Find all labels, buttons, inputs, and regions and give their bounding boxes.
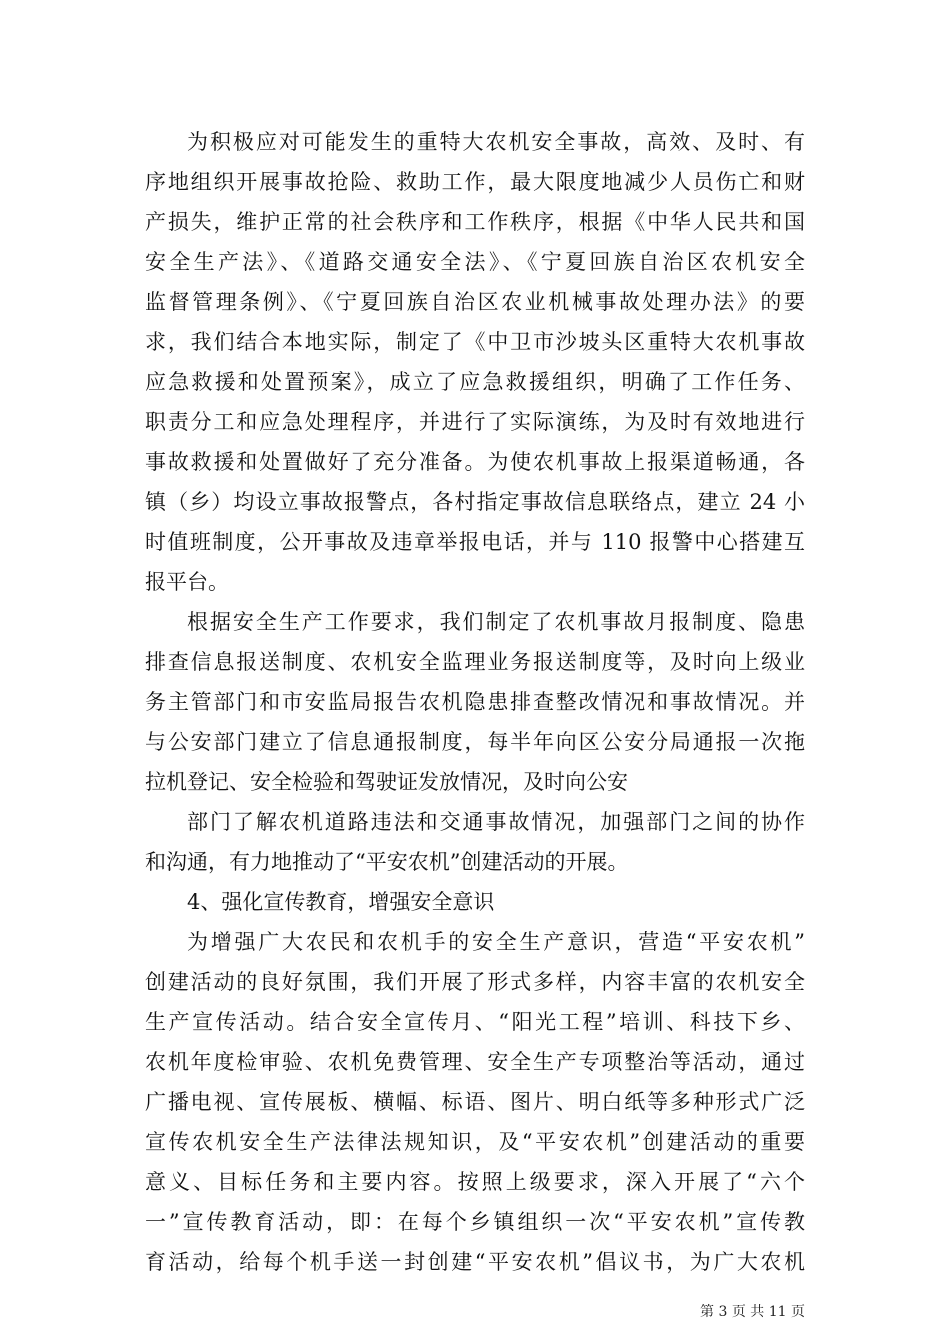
paragraph-line: 务主管部门和市安监局报告农机隐患排查整改情况和事故情况。并 xyxy=(145,690,805,714)
paragraph-line: 意义、目标任务和主要内容。按照上级要求，深入开展了“六个 xyxy=(145,1170,805,1194)
paragraph-line: 与公安部门建立了信息通报制度，每半年向区公安分局通报一次拖 xyxy=(145,730,805,754)
paragraph-line: 部门了解农机道路违法和交通事故情况，加强部门之间的协作 xyxy=(187,810,805,834)
paragraph-line: 镇（乡）均设立事故报警点，各村指定事故信息联络点，建立 24 小 xyxy=(145,490,805,514)
paragraph-line: 职责分工和应急处理程序，并进行了实际演练，为及时有效地进行 xyxy=(145,410,805,434)
paragraph-line: 和沟通，有力地推动了“平安农机”创建活动的开展。 xyxy=(145,850,629,874)
paragraph-line: 产损失，维护正常的社会秩序和工作秩序，根据《中华人民共和国 xyxy=(145,210,805,234)
paragraph-line: 报平台。 xyxy=(145,570,229,594)
paragraph-line: 序地组织开展事故抢险、救助工作，最大限度地减少人员伤亡和财 xyxy=(145,170,805,194)
paragraph-line: 为增强广大农民和农机手的安全生产意识，营造“平安农机” xyxy=(187,930,805,954)
paragraph-line: 创建活动的良好氛围，我们开展了形式多样，内容丰富的农机安全 xyxy=(145,970,805,994)
paragraph-line: 为积极应对可能发生的重特大农机安全事故，高效、及时、有 xyxy=(187,130,805,154)
paragraph-line: 生产宣传活动。结合安全宣传月、“阳光工程”培训、科技下乡、 xyxy=(145,1010,805,1034)
paragraph-line: 事故救援和处置做好了充分准备。为使农机事故上报渠道畅通，各 xyxy=(145,450,805,474)
paragraph-line: 时值班制度，公开事故及违章举报电话，并与 110 报警中心搭建互 xyxy=(145,530,805,554)
paragraph-line: 应急救援和处置预案》，成立了应急救援组织，明确了工作任务、 xyxy=(145,370,805,394)
page-number: 第 3 页 共 11 页 xyxy=(700,1304,805,1320)
paragraph-line: 排查信息报送制度、农机安全监理业务报送制度等，及时向上级业 xyxy=(145,650,805,674)
paragraph-line: 农机年度检审验、农机免费管理、安全生产专项整治等活动，通过 xyxy=(145,1050,805,1074)
paragraph-line: 宣传农机安全生产法律法规知识，及“平安农机”创建活动的重要 xyxy=(145,1130,805,1154)
paragraph-line: 育活动，给每个机手送一封创建“平安农机”倡议书，为广大农机 xyxy=(145,1250,805,1274)
paragraph-line: 广播电视、宣传展板、横幅、标语、图片、明白纸等多种形式广泛 xyxy=(145,1090,805,1114)
section-heading: 4、强化宣传教育，增强安全意识 xyxy=(187,890,495,914)
paragraph-line: 拉机登记、安全检验和驾驶证发放情况，及时向公安 xyxy=(145,770,628,794)
paragraph-line: 安全生产法》、《道路交通安全法》、《宁夏回族自治区农机安全 xyxy=(145,250,805,274)
paragraph-line: 求，我们结合本地实际，制定了《中卫市沙坡头区重特大农机事故 xyxy=(145,330,805,354)
paragraph-line: 一”宣传教育活动，即：在每个乡镇组织一次“平安农机”宣传教 xyxy=(145,1210,805,1234)
paragraph-line: 监督管理条例》、《宁夏回族自治区农业机械事故处理办法》的要 xyxy=(145,290,805,314)
paragraph-line: 根据安全生产工作要求，我们制定了农机事故月报制度、隐患 xyxy=(187,610,805,634)
